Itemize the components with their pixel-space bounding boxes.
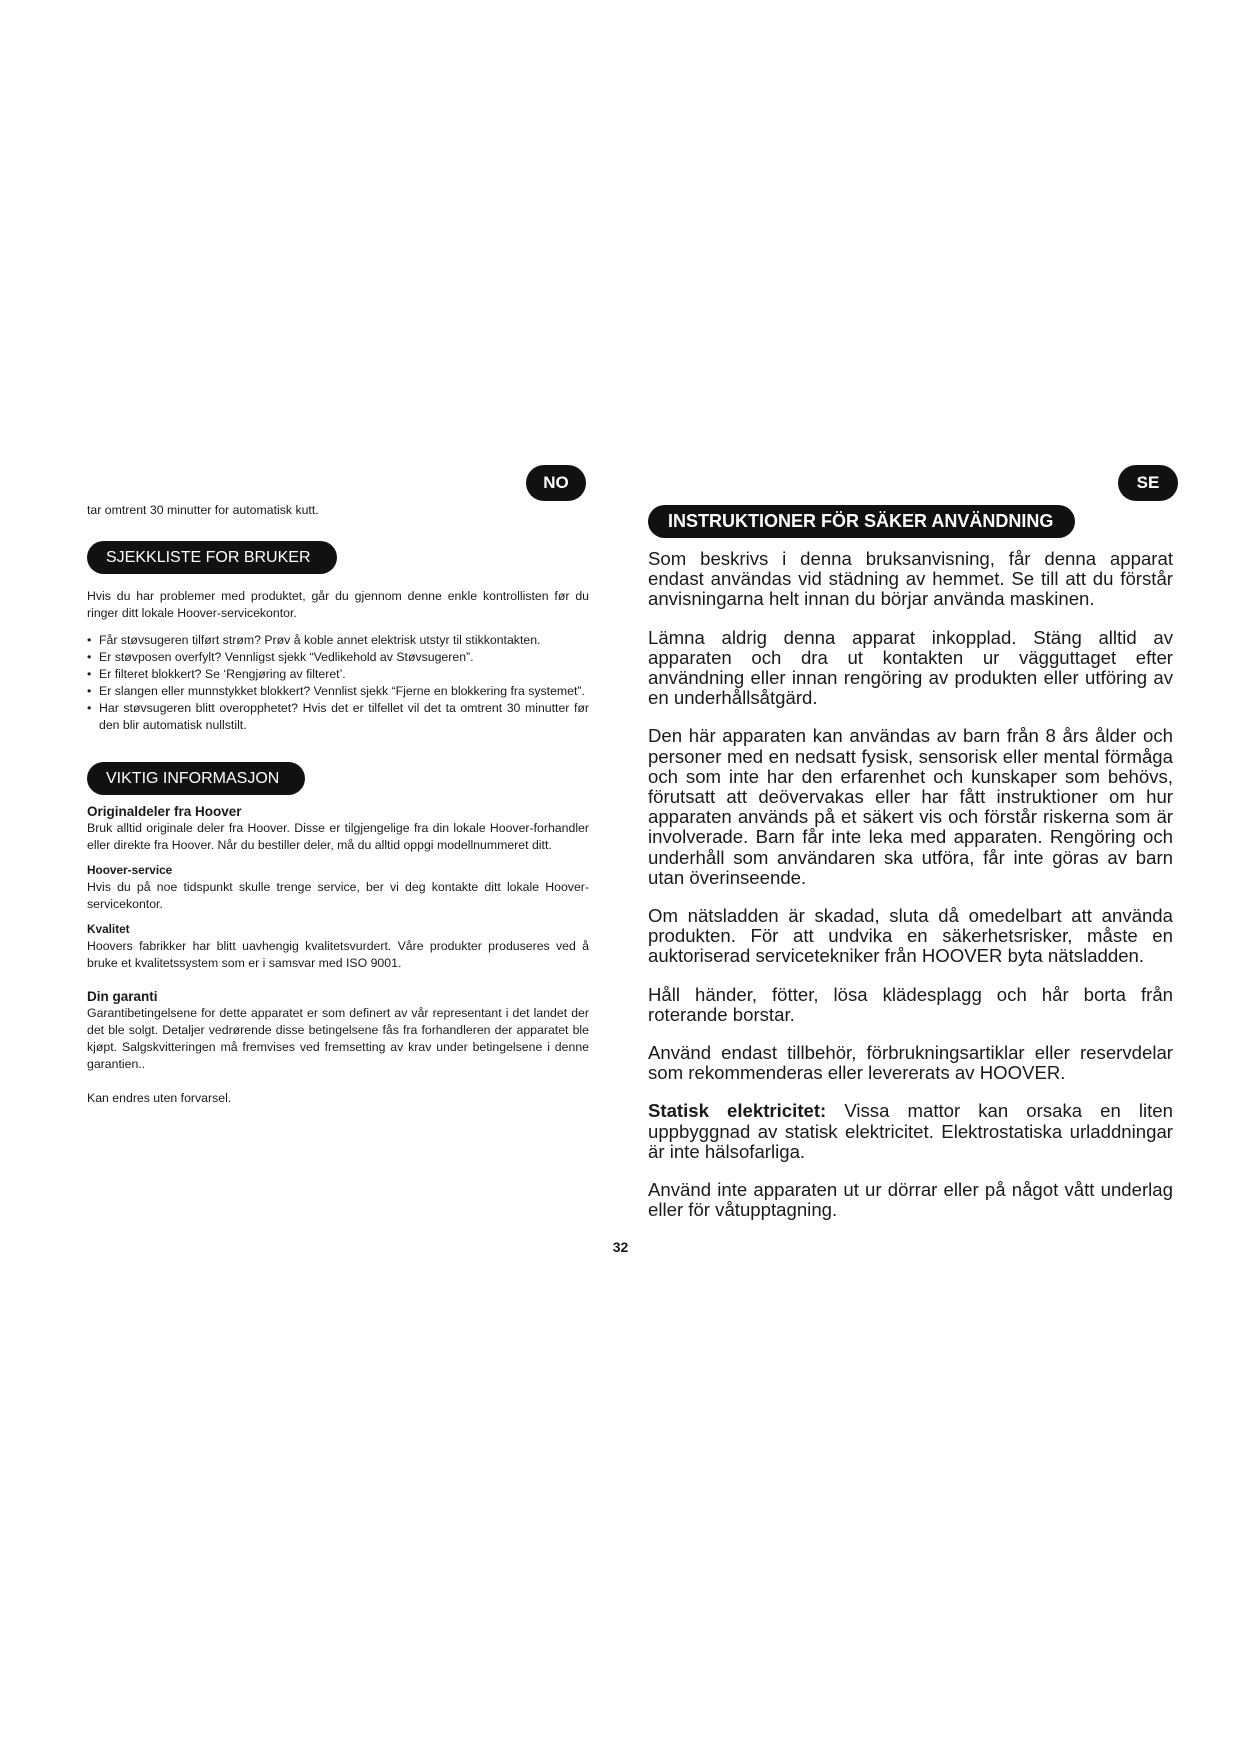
checklist-heading: SJEKKLISTE FOR BRUKER	[87, 541, 337, 574]
intro-text: tar omtrent 30 minutter for automatisk kutt.	[87, 503, 319, 517]
safety-heading: INSTRUKTIONER FÖR SÄKER ANVÄNDNING	[648, 505, 1075, 538]
page-number: 32	[612, 1239, 629, 1255]
static-electricity-label: Statisk elektricitet:	[648, 1100, 827, 1122]
info-heading: VIKTIG INFORMASJON	[87, 762, 305, 795]
original-parts-heading: Originaldeler fra Hoover	[87, 804, 242, 819]
right-column	[648, 505, 1173, 1238]
safety-paragraph: Håll händer, fötter, lösa klädesplagg och hår borta från roterande borstar.	[648, 983, 1173, 1025]
change-notice: Kan endres uten forvarsel.	[87, 1091, 232, 1105]
service-heading: Hoover-service	[87, 863, 173, 877]
safety-paragraph: Använd endast tillbehör, förbrukningsartiklar eller reservdelar som rekommenderas eller levererats av HOOVER.	[648, 1042, 1173, 1084]
safety-paragraph: Om nätsladden är skadad, sluta då omedelbart att använda produkten. För att undvika en säkerhetsrisker, måste en auktoriserad servicetekniker från HOOVER byta nätsladden.	[648, 905, 1173, 967]
static-electricity-paragraph	[648, 1101, 1173, 1162]
original-parts-text: Bruk alltid originale deler fra Hoover. Disse er tilgjengelige fra din lokale Hoover-forhandler eller direkte fra Hoover. Når du bestiller deler, må du alltid oppgi modellnummeret ditt.	[87, 821, 589, 852]
language-badge-no: NO	[526, 465, 586, 501]
static-electricity-text: Vissa mattor kan orsaka en liten uppbyggnad av statisk elektricitet. Elektrostatiska urladdningar är inte hälsofarliga.	[648, 1100, 1173, 1162]
warranty-text: Garantibetingelsene for dette apparatet er som definert av vår representant i det landet der det ble solgt. Detaljer vedrørende disse betingelsene fås fra forhandleren der apparatet ble kjøpt. Salgskvitteringen må fremvises ved fremsetting av krav under betingelsene i denne garantien..	[87, 1006, 589, 1071]
checklist-item: • Er støvposen overfylt? Vennligst sjekk “Vedlikehold av Støvsugeren”.	[87, 649, 589, 666]
quality-heading: Kvalitet	[87, 922, 130, 936]
checklist-intro: Hvis du har problemer med produktet, går du gjennom denne enkle kontrollisten før du ringer ditt lokale Hoover-servicekontor.	[87, 589, 589, 620]
language-badge-se: SE	[1118, 465, 1178, 501]
checklist-item: • Er slangen eller munnstykket blokkert? Vennlist sjekk “Fjerne en blokkering fra systemet”.	[87, 683, 589, 700]
service-text: Hvis du på noe tidspunkt skulle trenge service, ber vi deg kontakte ditt lokale Hoover-servicekontor.	[87, 880, 589, 911]
safety-paragraph: Som beskrivs i denna bruksanvisning, får denna apparat endast användas vid städning av hemmet. Se till att du förstår anvisningarna helt innan du börjar använda maskinen.	[648, 548, 1173, 610]
quality-text: Hoovers fabrikker har blitt uavhengig kvalitetsvurdert. Våre produkter produseres ved å bruke et kvalitetssystem som er i samsvar med ISO 9001.	[87, 939, 589, 970]
safety-paragraph: Lämna aldrig denna apparat inkopplad. Stäng alltid av apparaten och dra ut kontakten ur vägguttaget efter användning eller innan rengöring av produkten eller utföring av en underhållsåtgärd.	[648, 626, 1173, 709]
checklist-item: • Får støvsugeren tilført strøm? Prøv å koble annet elektrisk utstyr til stikkontakten.	[87, 632, 589, 649]
checklist	[87, 632, 589, 734]
left-column	[87, 502, 589, 1107]
checklist-item: • Er filteret blokkert? Se ‘Rengjøring av filteret’.	[87, 666, 589, 683]
warranty-heading: Din garanti	[87, 989, 158, 1004]
checklist-item: • Har støvsugeren blitt overopphetet? Hvis det er tilfellet vil det ta omtrent 30 minutter før den blir automatisk nullstilt.	[87, 700, 589, 734]
safety-paragraph: Använd inte apparaten ut ur dörrar eller på något vått underlag eller för våtupptagning.	[648, 1179, 1173, 1221]
safety-paragraph: Den här apparaten kan användas av barn från 8 års ålder och personer med en nedsatt fysisk, sensorisk eller mental förmåga och som inte har den erfarenhet och kunskaper som behövs, förutsatt att deövervakas eller har fått instruktioner om hur apparaten används på et säkert vis och förstår riskerna som är involverade. Barn får inte leka med apparaten. Rengöring och underhåll som användaren ska utföra, får inte göras av barn utan överinseende.	[648, 725, 1173, 888]
